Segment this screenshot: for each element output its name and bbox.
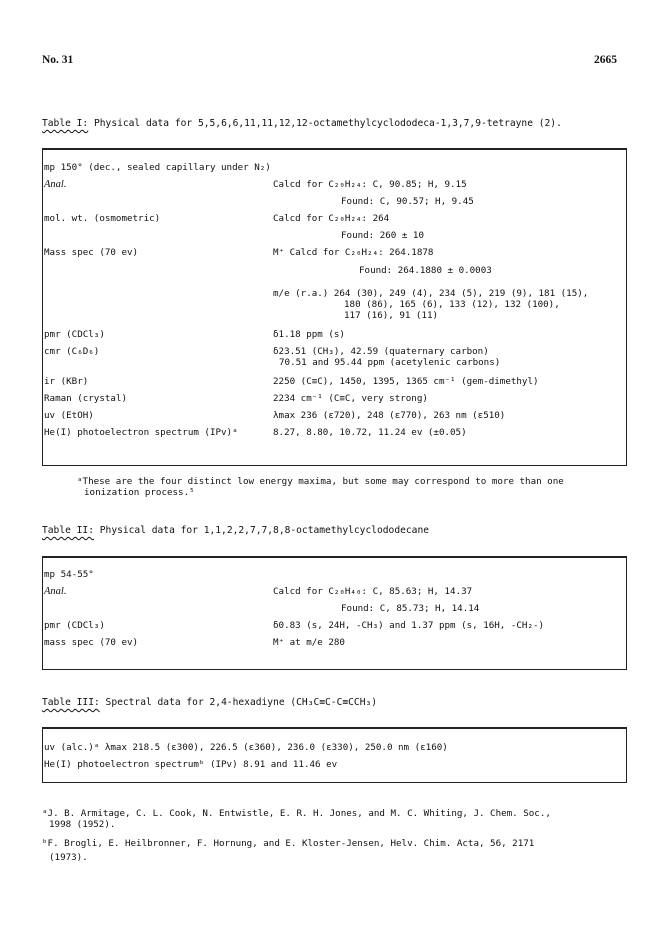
- t1-uv-value: λmax 236 (ε720), 248 (ε770), 263 nm (ε510): [273, 410, 506, 421]
- table1: [42, 148, 627, 466]
- reference-b-line2: (1973).: [49, 852, 88, 863]
- t1-mp: mp 150° (dec., sealed capillary under N₂): [44, 162, 271, 173]
- t1-molwt-calcd: Calcd for C₂₀H₂₄: 264: [273, 213, 390, 224]
- t1-ir-label: ir (KBr): [44, 376, 89, 387]
- t2-mp: mp 54-55°: [44, 569, 94, 580]
- table1-label: Table I:: [42, 118, 89, 129]
- table3-label: Table III:: [42, 697, 100, 708]
- t2-anal-found: Found: C, 85.73; H, 14.14: [341, 603, 480, 614]
- t1-mass-calcd: M⁺ Calcd for C₂₀H₂₄: 264.1878: [273, 247, 434, 258]
- table1-footnote-line2: ionization process.⁵: [84, 487, 195, 498]
- t1-anal-label: Anal.: [44, 179, 67, 190]
- t1-pes-value: 8.27, 8.80, 10.72, 11.24 ev (±0.05): [273, 427, 467, 438]
- t1-raman-label: Raman (crystal): [44, 393, 127, 404]
- reference-a-line2: 1998 (1952).: [49, 819, 116, 830]
- t1-me-line1: m/e (r.a.) 264 (30), 249 (4), 234 (5), 219 (9), 181 (15),: [273, 288, 589, 299]
- t1-anal-found: Found: C, 90.57; H, 9.45: [341, 196, 474, 207]
- t1-molwt-label: mol. wt. (osmometric): [44, 213, 161, 224]
- t2-mass-value: M⁺ at m/e 280: [273, 637, 345, 648]
- t1-cmr-label: cmr (C₆D₆): [44, 346, 100, 357]
- t2-anal-calcd: Calcd for C₂₀H₄₀: C, 85.63; H, 14.37: [273, 586, 473, 597]
- t2-anal-label: Anal.: [44, 586, 67, 597]
- t2-pmr-value: δ0.83 (s, 24H, -CH₃) and 1.37 ppm (s, 16H, -CH₂-): [273, 620, 545, 631]
- t1-ir-value: 2250 (C≡C), 1450, 1395, 1365 cm⁻¹ (gem-dimethyl): [273, 376, 539, 387]
- t1-me-line2: 180 (86), 165 (6), 133 (12), 132 (100),: [344, 299, 560, 310]
- table1-footnote-line1: ᵃThese are the four distinct low energy maxima, but some may correspond to more than one: [77, 476, 564, 487]
- table3-caption: [42, 697, 377, 708]
- table1-caption: [42, 118, 562, 129]
- t2-pmr-label: pmr (CDCl₃): [44, 620, 105, 631]
- t1-molwt-found: Found: 260 ± 10: [341, 230, 424, 241]
- page-number: 2665: [594, 54, 617, 66]
- t1-pmr-label: pmr (CDCl₃): [44, 329, 105, 340]
- reference-b-line1: ᵇF. Brogli, E. Heilbronner, F. Hornung, and E. Kloster-Jensen, Helv. Chim. Acta, 56, 2171: [42, 838, 535, 849]
- journal-issue: No. 31: [42, 54, 74, 66]
- table2: [42, 556, 627, 670]
- t3-pes: He(I) photoelectron spectrumᵇ (IPv) 8.91 and 11.46 ev: [44, 759, 338, 770]
- t1-pes-label: He(I) photoelectron spectrum (IPv)ᵃ: [44, 427, 238, 438]
- t2-mass-label: mass spec (70 ev): [44, 637, 139, 648]
- t1-pmr-value: δ1.18 ppm (s): [273, 329, 345, 340]
- t1-cmr-value2: 70.51 and 95.44 ppm (acetylenic carbons): [279, 357, 501, 368]
- t1-me-line3: 117 (16), 91 (11): [344, 310, 439, 321]
- table2-label: Table II:: [42, 525, 94, 536]
- t1-anal-calcd: Calcd for C₂₀H₂₄: C, 90.85; H, 9.15: [273, 179, 467, 190]
- table3-title: Spectral data for 2,4-hexadiyne (CH₃C≡C-C≡CCH₃): [105, 697, 378, 708]
- t1-raman-value: 2234 cm⁻¹ (C≡C, very strong): [273, 393, 428, 404]
- table1-title: Physical data for 5,5,6,6,11,11,12,12-octamethylcyclododeca-1,3,7,9-tetrayne (2).: [94, 118, 562, 129]
- t1-cmr-value1: δ23.51 (CH₃), 42.59 (quaternary carbon): [273, 346, 489, 357]
- t1-mass-found: Found: 264.1880 ± 0.0003: [359, 265, 492, 276]
- t3-uv: uv (alc.)ᵃ λmax 218.5 (ε300), 226.5 (ε360), 236.0 (ε330), 250.0 nm (ε160): [44, 742, 448, 753]
- table2-title: Physical data for 1,1,2,2,7,7,8,8-octamethylcyclododecane: [99, 525, 429, 536]
- reference-a-line1: ᵃJ. B. Armitage, C. L. Cook, N. Entwistle, E. R. H. Jones, and M. C. Whiting, J. Chem. Soc.,: [42, 808, 551, 819]
- table3: [42, 727, 627, 783]
- t1-mass-label: Mass spec (70 ev): [44, 247, 139, 258]
- table2-caption: [42, 525, 429, 536]
- t1-uv-label: uv (EtOH): [44, 410, 94, 421]
